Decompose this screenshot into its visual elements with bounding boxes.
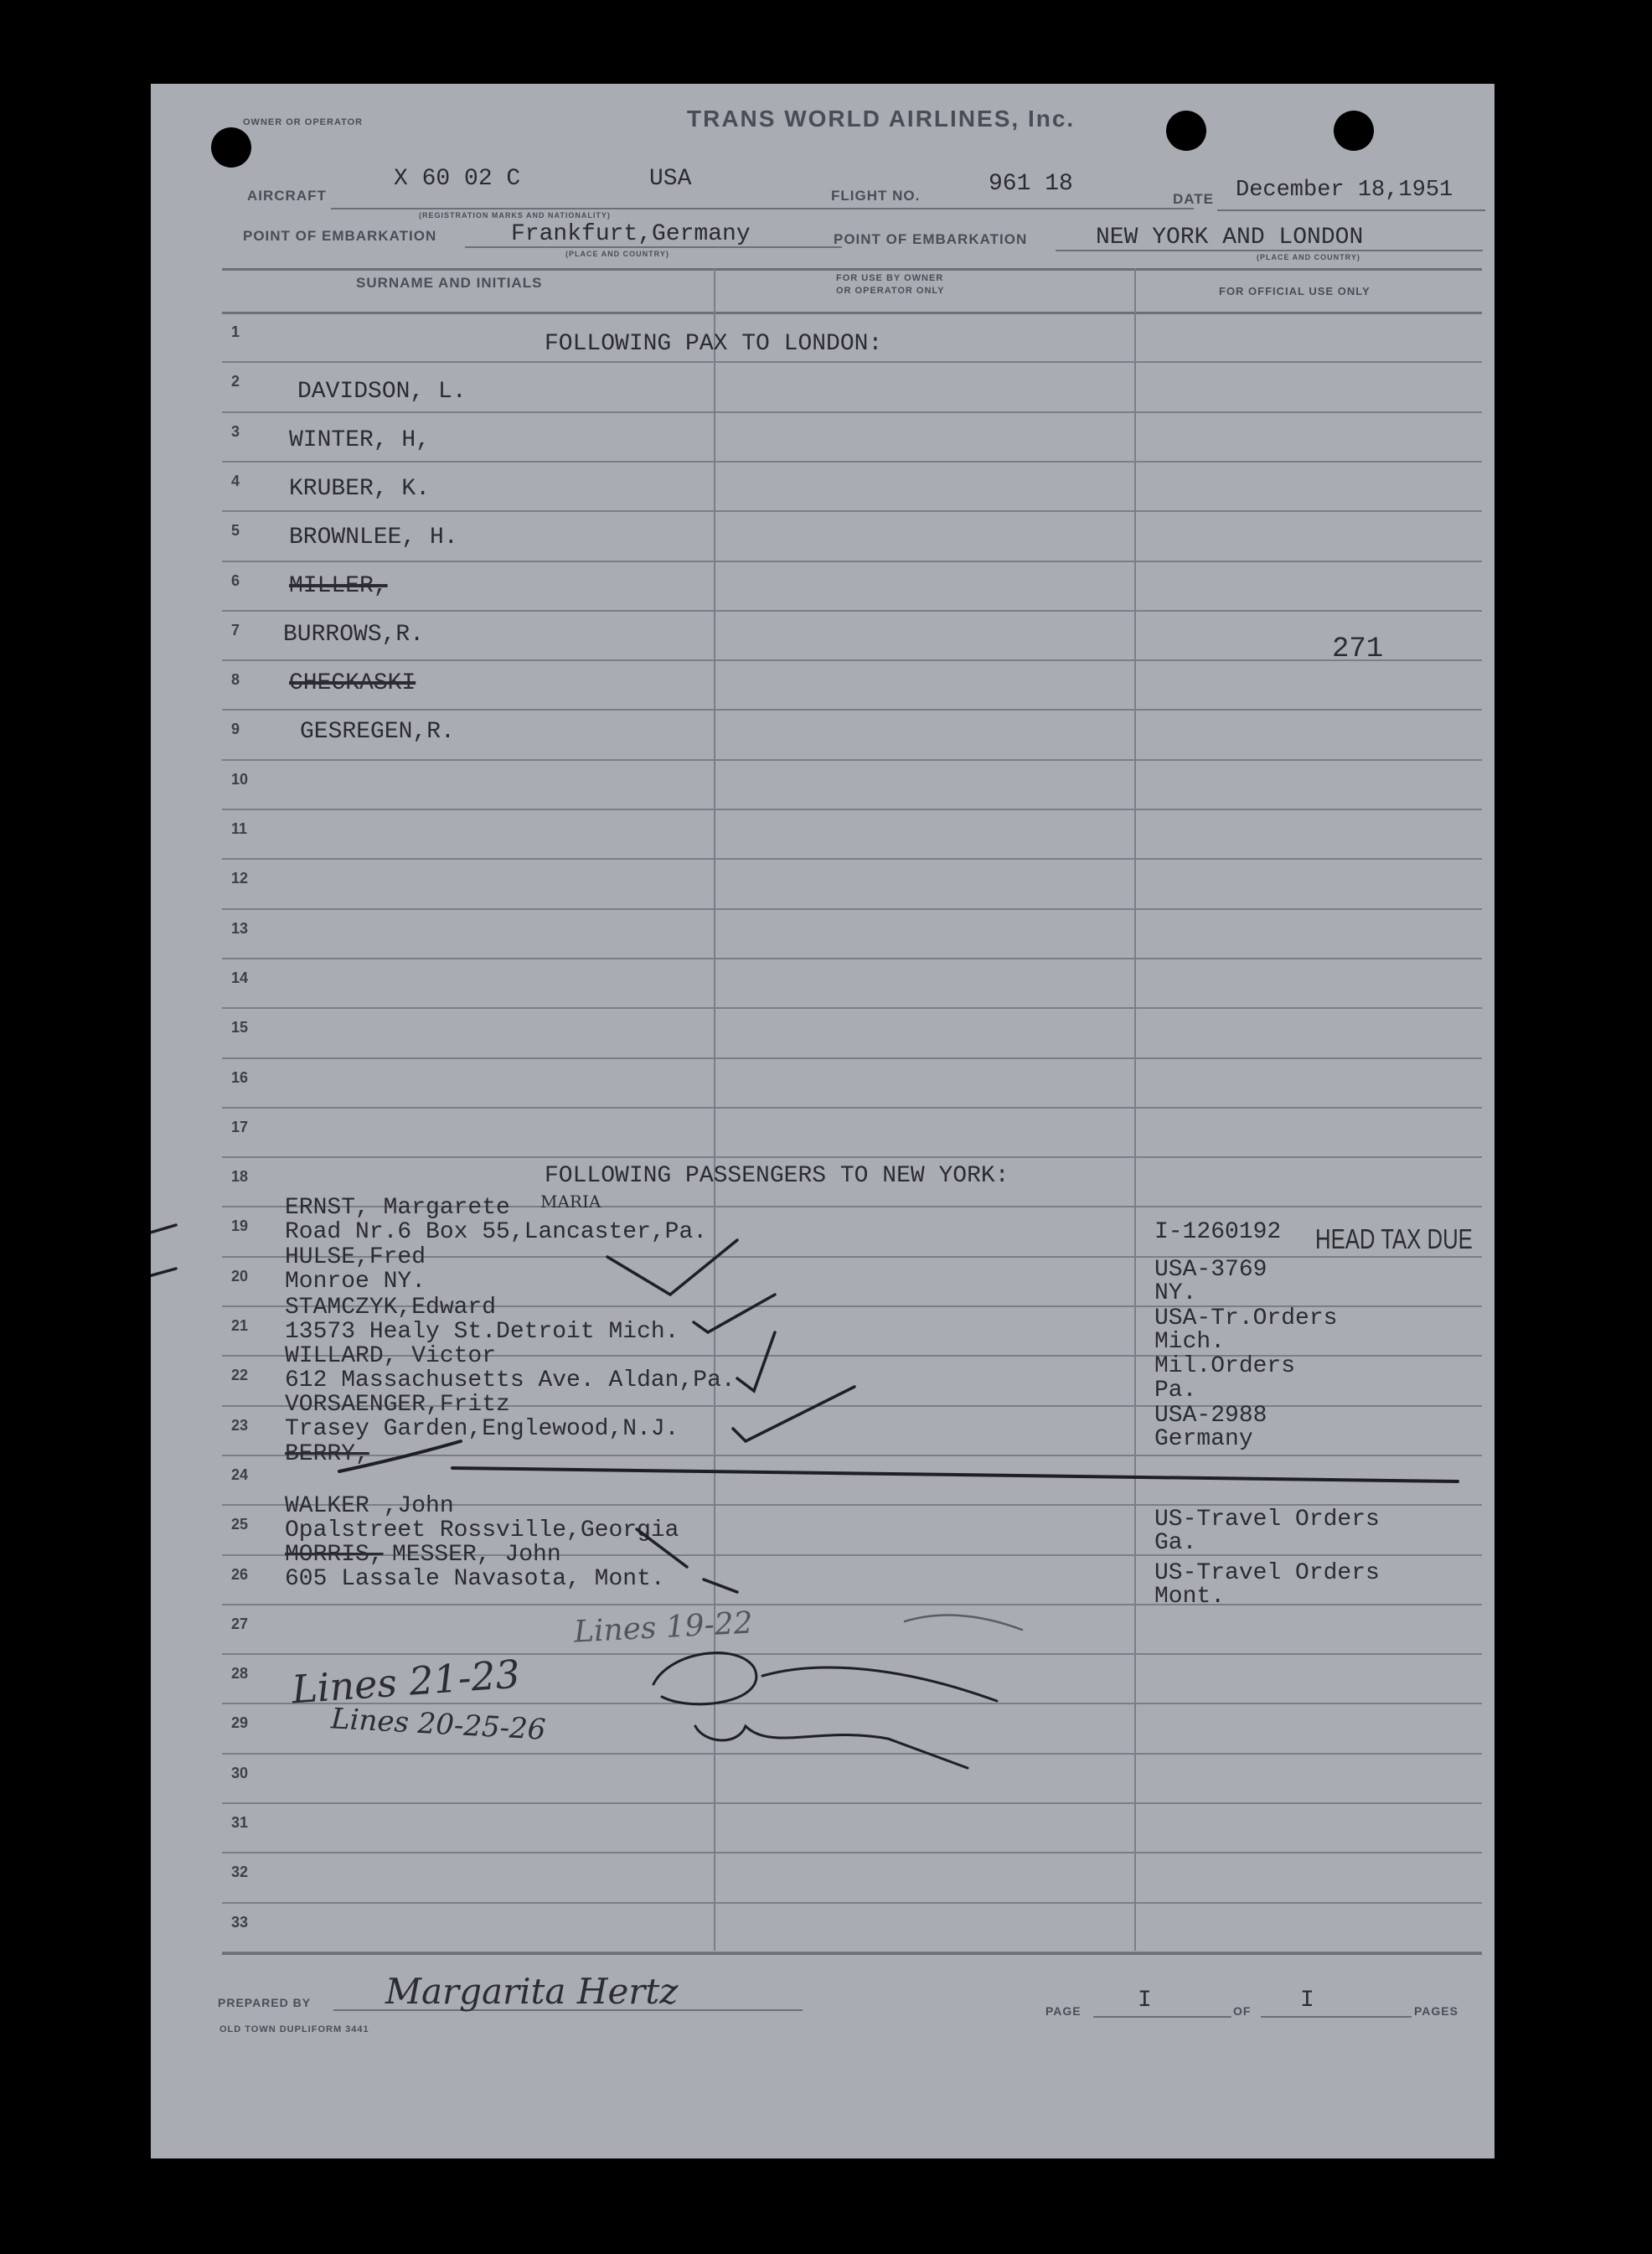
row-number: 12: [231, 870, 249, 887]
row-number: 29: [231, 1714, 249, 1732]
entry-row-19-hand: MARIA: [540, 1192, 601, 1212]
aircraft-label: AIRCRAFT: [247, 188, 327, 204]
row-number: 32: [231, 1864, 249, 1881]
official-row-7: 271: [1332, 633, 1384, 665]
row-number: 26: [231, 1565, 249, 1583]
row-number: 21: [231, 1317, 249, 1334]
pages-label: PAGES: [1414, 2004, 1458, 2018]
row-number: 9: [231, 721, 240, 738]
row-number: 18: [231, 1168, 249, 1186]
row-number: 14: [231, 969, 249, 986]
entry-row-19-addr: Road Nr.6 Box 55,Lancaster,Pa.: [285, 1219, 708, 1245]
official-row-21-1: USA-Tr.Orders: [1154, 1305, 1338, 1331]
handwritten-note-c: Lines 20-25-26: [330, 1702, 547, 1747]
entry-row-20-addr: Monroe NY.: [285, 1269, 426, 1295]
check-mark-20: [607, 1240, 737, 1295]
official-row-19: I-1260192: [1154, 1219, 1282, 1245]
row-number: 15: [231, 1019, 249, 1037]
row-number: 33: [231, 1913, 249, 1931]
row-number: 28: [231, 1665, 249, 1683]
row-number: 17: [231, 1118, 249, 1135]
official-row-23-1: USA-2988: [1154, 1403, 1267, 1429]
row-number: 10: [231, 770, 249, 788]
row-number: 8: [231, 671, 240, 689]
entry-row-22-addr: 612 Massachusetts Ave. Aldan,Pa.: [285, 1367, 736, 1393]
official-row-25-2: Ga.: [1154, 1530, 1197, 1556]
printer-mark: OLD TOWN DUPLIFORM 3441: [219, 2024, 369, 2034]
entry-row-26-struck: MORRIS,: [285, 1542, 384, 1568]
row-number: 24: [231, 1466, 249, 1483]
row-number: 25: [231, 1516, 249, 1533]
dest-value: NEW YORK AND LONDON: [1096, 225, 1364, 251]
entry-row-9: GESREGEN,R.: [300, 719, 455, 745]
col-official-use: FOR OFFICIAL USE ONLY: [1219, 285, 1371, 297]
prepared-value: Margarita Hertz: [385, 1971, 679, 2012]
row-number: 16: [231, 1068, 249, 1086]
entry-row-6-struck: MILLER,: [289, 573, 388, 599]
official-row-21-2: Mich.: [1154, 1329, 1226, 1355]
col-surname: SURNAME AND INITIALS: [356, 275, 543, 291]
row-number: 3: [231, 422, 240, 440]
row-number: 5: [231, 522, 240, 540]
dest-label: POINT OF EMBARKATION: [834, 231, 1028, 247]
row-number: 2: [231, 373, 240, 390]
entry-row-22-name: WILLARD, Victor: [285, 1343, 497, 1369]
check-mark-22: [737, 1332, 775, 1391]
official-row-20-2: NY.: [1154, 1280, 1197, 1306]
date-label: DATE: [1173, 191, 1215, 207]
entry-row-23-name: VORSAENGER,Fritz: [285, 1392, 510, 1418]
entry-row-21-name: STAMCZYK,Edward: [285, 1295, 497, 1321]
check-mark-21: [694, 1295, 775, 1332]
cancel-line-row-24: [339, 1441, 1458, 1481]
manifest-sheet: [151, 84, 1495, 2158]
head-tax-stamp: HEAD TAX DUE: [1315, 1223, 1473, 1254]
owner-label: OWNER OR OPERATOR: [243, 117, 364, 127]
handwritten-note-b: Lines 21-23: [290, 1651, 522, 1713]
dest-sub: (PLACE AND COUNTRY): [1257, 253, 1360, 261]
embark-label: POINT OF EMBARKATION: [243, 228, 437, 244]
embark-value: Frankfurt,Germany: [511, 221, 751, 247]
row-number: 11: [231, 820, 248, 837]
margin-tick-19: [151, 1225, 176, 1233]
row-number: 23: [231, 1416, 249, 1434]
row-number: 6: [231, 571, 240, 589]
signature-scribble-2: [695, 1726, 968, 1768]
company-name: TRANS WORLD AIRLINES, Inc.: [687, 106, 1076, 132]
row-number: 22: [231, 1367, 249, 1384]
row-number: 13: [231, 919, 249, 937]
entry-row-26-addr: 605 Lassale Navasota, Mont.: [285, 1566, 665, 1592]
check-mark-25: [637, 1529, 687, 1567]
handwritten-note-a: Lines 19-22: [573, 1605, 754, 1650]
official-row-26-2: Mont.: [1154, 1584, 1226, 1610]
entry-row-2: DAVIDSON, L.: [297, 379, 467, 405]
entry-row-24-struck: BERRY,: [285, 1441, 369, 1467]
col-owner-use-2: OR OPERATOR ONLY: [836, 286, 945, 296]
row-number: 31: [231, 1814, 249, 1831]
entry-row-5: BROWNLEE, H.: [289, 525, 458, 551]
margin-tick-20: [151, 1269, 176, 1277]
entry-row-25-name: WALKER ,John: [285, 1493, 454, 1519]
official-row-26-1: US-Travel Orders: [1154, 1560, 1380, 1586]
col-owner-use-1: FOR USE BY OWNER: [836, 273, 944, 283]
date-value: December 18,1951: [1236, 178, 1453, 203]
official-row-23-2: Germany: [1154, 1426, 1253, 1452]
signature-scribble-1: [653, 1653, 997, 1704]
nationality-value: USA: [649, 166, 692, 192]
pen-marks: [151, 84, 1495, 2158]
aircraft-sub: (REGISTRATION MARKS AND NATIONALITY): [419, 211, 611, 220]
entry-row-4: KRUBER, K.: [289, 476, 431, 502]
entry-row-3: WINTER, H,: [289, 427, 431, 453]
entry-row-1: FOLLOWING PAX TO LONDON:: [545, 331, 883, 357]
pages-value: I: [1300, 1988, 1314, 2014]
row-number: 30: [231, 1764, 249, 1781]
row-number: 4: [231, 472, 240, 489]
of-label: OF: [1233, 2004, 1252, 2018]
aircraft-value: X 60 02 C: [394, 166, 521, 192]
row-number: 1: [231, 323, 240, 340]
check-mark-26: [704, 1579, 737, 1592]
entry-row-26-name: MESSER, John: [392, 1542, 561, 1568]
entry-row-7: BURROWS,R.: [283, 622, 425, 648]
row-number: 7: [231, 621, 240, 638]
entry-row-8-struck: CHECKASKI: [289, 670, 416, 696]
entry-row-18: FOLLOWING PASSENGERS TO NEW YORK:: [545, 1163, 1009, 1189]
row-number: 27: [231, 1615, 249, 1632]
official-row-22-2: Pa.: [1154, 1378, 1197, 1404]
check-mark-23: [733, 1387, 854, 1441]
entry-row-23-addr: Trasey Garden,Englewood,N.J.: [285, 1416, 679, 1442]
prepared-label: PREPARED BY: [218, 1996, 312, 2009]
official-row-20-1: USA-3769: [1154, 1257, 1267, 1283]
official-row-25-1: US-Travel Orders: [1154, 1507, 1380, 1533]
entry-row-19-name: ERNST, Margarete: [285, 1195, 510, 1221]
entry-row-21-addr: 13573 Healy St.Detroit Mich.: [285, 1319, 679, 1345]
entry-row-25-addr: Opalstreet Rossville,Georgia: [285, 1517, 679, 1543]
signature-scribble-3: [905, 1616, 1022, 1630]
flight-label: FLIGHT NO.: [831, 188, 921, 204]
row-number: 19: [231, 1217, 249, 1235]
page-label: PAGE: [1045, 2004, 1082, 2018]
entry-row-20-name: HULSE,Fred: [285, 1244, 426, 1270]
embark-sub: (PLACE AND COUNTRY): [565, 250, 669, 258]
official-row-22-1: Mil.Orders: [1154, 1353, 1296, 1379]
page-value: I: [1138, 1988, 1152, 2014]
row-number: 20: [231, 1267, 249, 1285]
flight-value: 961 18: [989, 171, 1073, 197]
